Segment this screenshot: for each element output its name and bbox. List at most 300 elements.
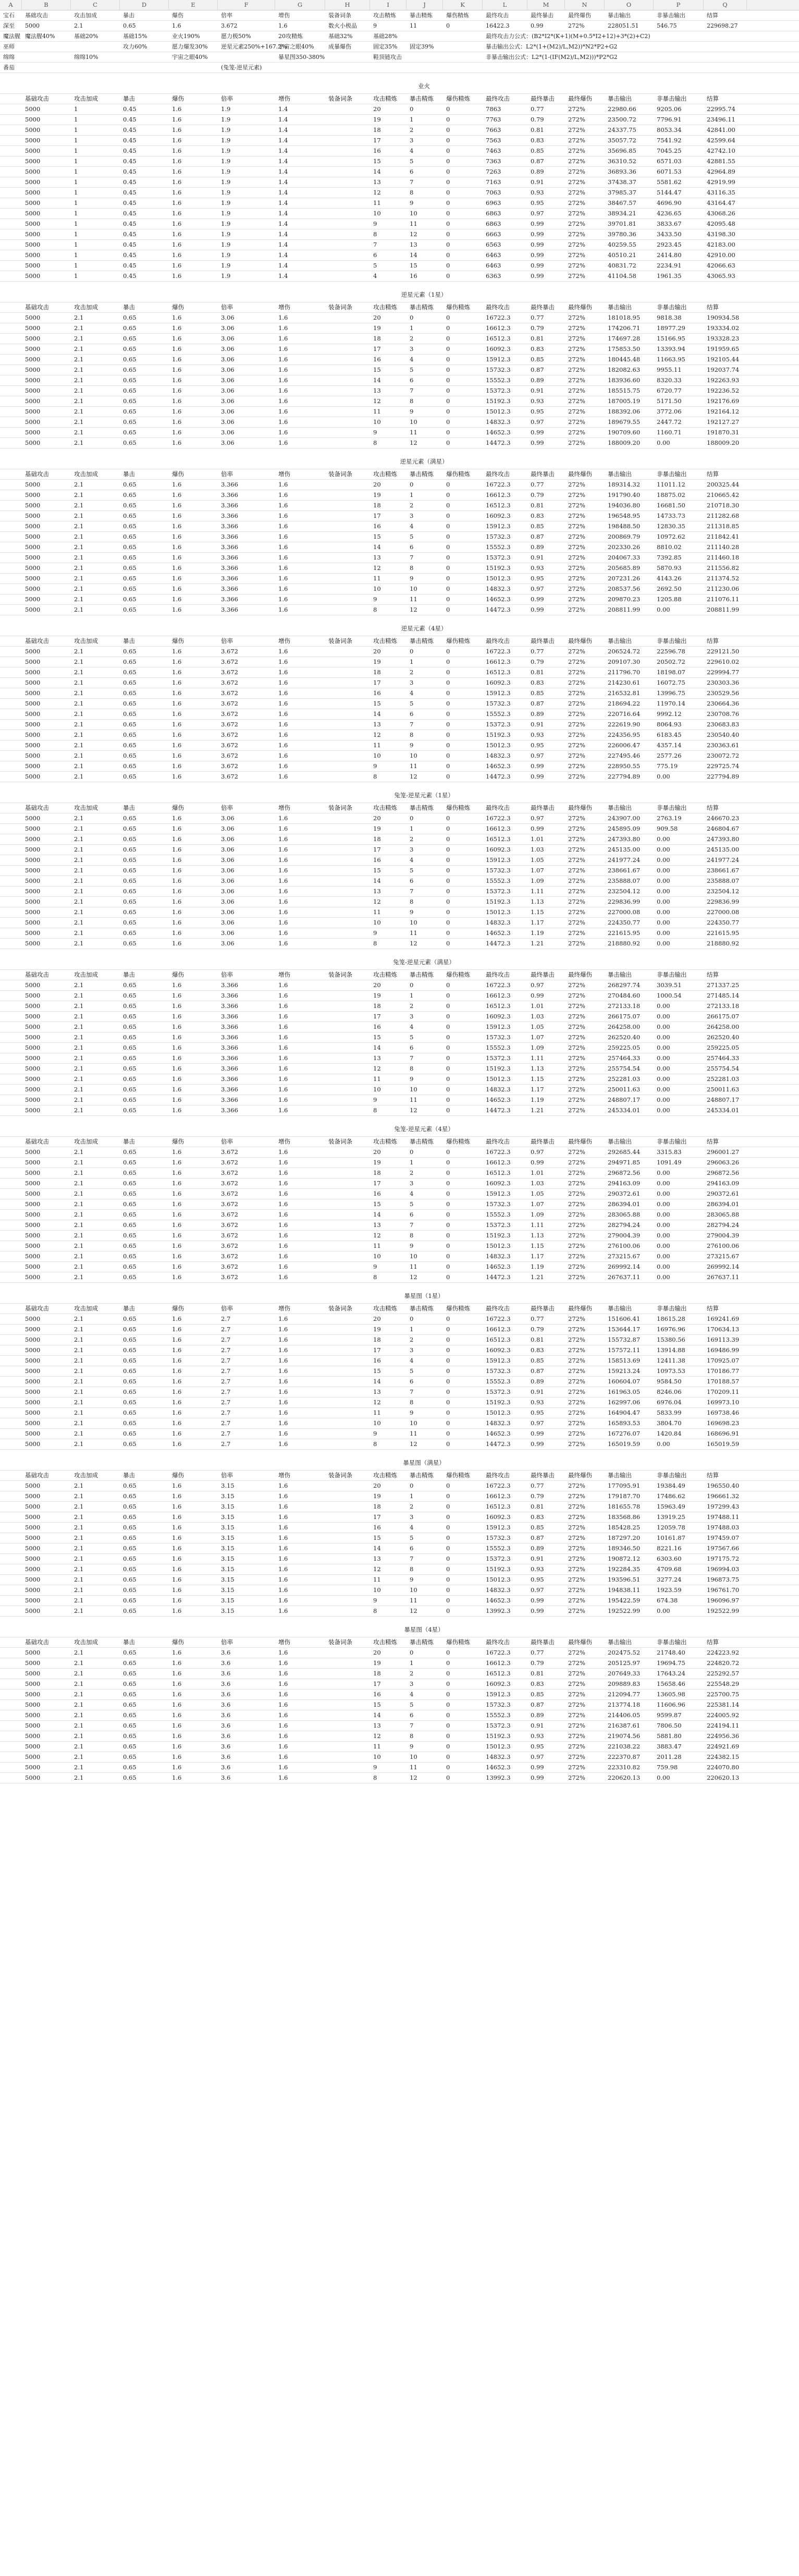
top-cell[interactable] — [120, 63, 169, 72]
table-cell[interactable]: 3.672 — [221, 762, 238, 770]
table-cell[interactable]: 3 — [410, 1180, 414, 1187]
table-cell[interactable]: 2923.45 — [657, 241, 682, 248]
table-cell[interactable]: 0.00 — [657, 439, 670, 446]
table-cell[interactable]: 2.1 — [74, 1346, 84, 1354]
table-header-cell[interactable]: 最终暴击 — [531, 470, 555, 478]
table-cell[interactable]: 0.87 — [531, 157, 544, 165]
table-cell[interactable]: 1.07 — [531, 1034, 544, 1041]
table-cell[interactable]: 14832.3 — [486, 585, 511, 592]
table-cell[interactable]: 0.65 — [123, 1086, 137, 1093]
table-cell[interactable]: 16612.3 — [486, 658, 511, 665]
table-cell[interactable]: 11606.96 — [657, 1701, 685, 1708]
table-cell[interactable]: 272% — [568, 888, 585, 895]
table-cell[interactable]: 1.6 — [278, 1691, 288, 1698]
table-cell[interactable]: 2.1 — [74, 314, 84, 321]
table-cell[interactable]: 15 — [373, 1200, 381, 1208]
table-header-cell[interactable]: 攻击加成 — [74, 1472, 98, 1479]
table-cell[interactable] — [325, 855, 370, 865]
table-cell[interactable]: 3.15 — [221, 1503, 235, 1510]
table-header-cell[interactable]: 暴击精炼 — [410, 470, 434, 478]
table-cell[interactable]: 1.6 — [172, 1002, 182, 1010]
table-cell[interactable]: 15912.3 — [486, 523, 511, 530]
table-cell[interactable]: 0 — [446, 742, 450, 749]
top-cell[interactable]: 272% — [568, 22, 585, 29]
table-cell[interactable]: 1.11 — [531, 1054, 544, 1062]
row-spacer-cell[interactable] — [0, 1356, 22, 1366]
row-spacer-cell[interactable] — [0, 1710, 22, 1720]
table-cell[interactable]: 1.6 — [278, 773, 288, 780]
table-cell[interactable]: 15732.3 — [486, 1701, 511, 1708]
table-cell[interactable]: 232504.12 — [707, 888, 740, 895]
table-cell[interactable]: 1.6 — [278, 533, 288, 540]
row-spacer-cell[interactable] — [0, 897, 22, 907]
table-cell[interactable]: 0.97 — [531, 1419, 544, 1427]
table-cell[interactable]: 0.91 — [531, 721, 544, 728]
table-cell[interactable]: 0.00 — [657, 867, 670, 874]
table-cell[interactable]: 0.65 — [123, 940, 137, 947]
table-cell[interactable]: 1.6 — [172, 700, 182, 707]
table-cell[interactable]: 7392.85 — [657, 554, 682, 561]
table-cell[interactable]: 0 — [446, 1367, 450, 1375]
table-cell[interactable]: 188392.06 — [608, 408, 641, 415]
table-cell[interactable]: 0.65 — [123, 846, 137, 853]
table-cell[interactable]: 272% — [568, 1430, 585, 1437]
table-cell[interactable] — [325, 1241, 370, 1251]
table-cell[interactable]: 21748.40 — [657, 1649, 685, 1656]
table-header-cell[interactable]: 最终攻击 — [486, 1305, 510, 1312]
table-cell[interactable]: 22596.78 — [657, 648, 685, 655]
table-cell[interactable]: 3 — [410, 1513, 414, 1521]
table-cell[interactable]: 12830.35 — [657, 523, 685, 530]
table-cell[interactable]: 0.79 — [531, 1492, 544, 1500]
table-cell[interactable]: 7063 — [486, 189, 501, 196]
table-cell[interactable]: 1.6 — [172, 648, 182, 655]
table-cell[interactable]: 43065.93 — [707, 272, 735, 280]
table-cell[interactable]: 1.6 — [172, 397, 182, 405]
table-cell[interactable]: 0.00 — [657, 1023, 670, 1030]
table-header-cell[interactable]: 倍率 — [221, 303, 233, 311]
table-cell[interactable]: 19 — [373, 992, 381, 999]
table-cell[interactable]: 2.1 — [74, 1159, 84, 1166]
table-cell[interactable]: 2.1 — [74, 700, 84, 707]
table-cell[interactable]: 5000 — [25, 1545, 41, 1552]
top-cell[interactable]: 逆星元素250%+167.2% — [221, 43, 287, 50]
table-cell[interactable]: 222619.90 — [608, 721, 641, 728]
table-cell[interactable]: 224194.11 — [707, 1722, 740, 1729]
table-cell[interactable]: 272% — [568, 752, 585, 759]
table-cell[interactable]: 272% — [568, 648, 585, 655]
table-cell[interactable]: 3 — [410, 846, 414, 853]
table-cell[interactable]: 272% — [568, 168, 585, 175]
table-cell[interactable]: 294163.09 — [608, 1180, 641, 1187]
table-cell[interactable]: 3.672 — [221, 742, 238, 749]
table-cell[interactable]: 0.91 — [531, 554, 544, 561]
table-cell[interactable]: 36893.36 — [608, 168, 636, 175]
table-cell[interactable]: 1.6 — [172, 1107, 182, 1114]
table-cell[interactable]: 0 — [446, 1545, 450, 1552]
table-cell[interactable]: 243907.00 — [608, 815, 641, 822]
table-cell[interactable]: 3.366 — [221, 1034, 238, 1041]
table-cell[interactable]: 262520.40 — [707, 1034, 740, 1041]
table-cell[interactable]: 1.6 — [172, 1670, 182, 1677]
table-header-cell[interactable]: 倍率 — [221, 470, 233, 478]
top-cell[interactable]: 鞋顶链攻击 — [373, 54, 402, 60]
table-cell[interactable]: 1.6 — [172, 116, 182, 123]
table-header-cell[interactable]: 暴击输出 — [608, 1638, 632, 1646]
table-cell[interactable]: 0.45 — [123, 251, 137, 259]
row-spacer-cell[interactable] — [0, 177, 22, 187]
table-cell[interactable]: 2.1 — [74, 877, 84, 884]
table-cell[interactable]: 3.366 — [221, 1023, 238, 1030]
table-header-cell[interactable]: 最终暴击 — [531, 971, 555, 978]
table-cell[interactable]: 1.6 — [172, 815, 182, 822]
table-cell[interactable]: 1.6 — [278, 439, 288, 446]
table-cell[interactable]: 19 — [373, 491, 381, 499]
row-spacer-cell[interactable] — [0, 1377, 22, 1387]
table-header-cell[interactable]: 最终暴击 — [531, 637, 555, 645]
table-cell[interactable]: 5000 — [25, 1263, 41, 1270]
table-cell[interactable] — [325, 1085, 370, 1095]
table-cell[interactable]: 2.1 — [74, 1774, 84, 1781]
table-cell[interactable]: 1.6 — [172, 1732, 182, 1740]
table-cell[interactable]: 294163.09 — [707, 1180, 740, 1187]
table-cell[interactable]: 209889.83 — [608, 1680, 641, 1687]
table-header-cell[interactable]: 非暴击输出 — [657, 804, 687, 811]
table-cell[interactable]: 20 — [373, 481, 381, 488]
table-cell[interactable]: 196761.70 — [707, 1586, 740, 1594]
table-cell[interactable]: 0.85 — [531, 689, 544, 697]
table-cell[interactable]: 272% — [568, 199, 585, 206]
row-spacer-cell[interactable] — [0, 772, 22, 782]
table-cell[interactable]: 1.6 — [278, 1659, 288, 1667]
table-cell[interactable]: 0.85 — [531, 1524, 544, 1531]
table-cell[interactable]: 17 — [373, 1680, 381, 1687]
table-cell[interactable]: 0.00 — [657, 1440, 670, 1448]
table-cell[interactable]: 2.1 — [74, 345, 84, 353]
table-cell[interactable]: 225381.14 — [707, 1701, 740, 1708]
table-cell[interactable]: 272% — [568, 512, 585, 519]
table-cell[interactable]: 5000 — [25, 1534, 41, 1541]
table-cell[interactable]: 214406.05 — [608, 1711, 641, 1719]
table-cell[interactable]: 165019.59 — [608, 1440, 641, 1448]
table-cell[interactable]: 0 — [410, 105, 414, 113]
table-cell[interactable]: 2.1 — [74, 679, 84, 686]
table-cell[interactable]: 2.1 — [74, 1023, 84, 1030]
table-cell[interactable] — [325, 1220, 370, 1230]
table-cell[interactable]: 11 — [410, 429, 417, 436]
table-cell[interactable]: 12 — [410, 1440, 417, 1448]
table-cell[interactable]: 1.6 — [172, 1419, 182, 1427]
table-cell[interactable]: 0 — [410, 314, 414, 321]
table-cell[interactable]: 2.7 — [221, 1326, 231, 1333]
table-cell[interactable]: 7 — [410, 554, 414, 561]
table-header-cell[interactable]: 增伤 — [278, 1138, 290, 1145]
table-cell[interactable]: 6 — [410, 1211, 414, 1218]
table-cell[interactable]: 0.65 — [123, 1367, 137, 1375]
table-cell[interactable]: 2.1 — [74, 815, 84, 822]
row-spacer-cell[interactable] — [0, 980, 22, 990]
row-spacer-cell[interactable] — [0, 855, 22, 865]
table-header-cell[interactable]: 装备词条 — [328, 303, 352, 311]
table-cell[interactable]: 273215.67 — [707, 1253, 740, 1260]
row-spacer-cell[interactable] — [0, 1189, 22, 1199]
table-cell[interactable]: 3.366 — [221, 1107, 238, 1114]
table-cell[interactable]: 7541.92 — [657, 137, 682, 144]
table-cell[interactable]: 1.6 — [172, 1159, 182, 1166]
top-cell[interactable]: 9 — [373, 22, 377, 29]
table-cell[interactable]: 0 — [446, 1159, 450, 1166]
table-cell[interactable]: 3.15 — [221, 1607, 235, 1614]
table-cell[interactable]: 0.65 — [123, 1096, 137, 1103]
table-cell[interactable]: 0.65 — [123, 1503, 137, 1510]
table-cell[interactable]: 1.6 — [278, 1743, 288, 1750]
table-cell[interactable]: 8221.16 — [657, 1545, 682, 1552]
table-cell[interactable]: 1.6 — [278, 981, 288, 989]
table-cell[interactable]: 1 — [74, 105, 78, 113]
table-cell[interactable]: 15912.3 — [486, 856, 511, 864]
table-cell[interactable]: 7163 — [486, 178, 501, 186]
table-cell[interactable] — [325, 1178, 370, 1188]
table-cell[interactable]: 1.6 — [278, 1169, 288, 1176]
table-cell[interactable]: 43164.47 — [707, 199, 735, 206]
table-cell[interactable]: 2.1 — [74, 523, 84, 530]
table-cell[interactable]: 0.45 — [123, 189, 137, 196]
table-cell[interactable]: 20 — [373, 1649, 381, 1656]
table-cell[interactable]: 0 — [446, 324, 450, 332]
column-letter-d[interactable]: D — [120, 0, 169, 10]
table-cell[interactable]: 1.6 — [172, 1649, 182, 1656]
top-cell[interactable] — [704, 52, 747, 62]
table-cell[interactable]: 5000 — [25, 731, 41, 738]
table-cell[interactable]: 16722.3 — [486, 1649, 511, 1656]
top-cell[interactable]: 成暴爆伤 — [328, 43, 351, 50]
top-cell[interactable] — [483, 63, 527, 72]
top-cell[interactable] — [565, 63, 605, 72]
table-cell[interactable]: 6 — [373, 251, 377, 259]
table-cell[interactable]: 9992.12 — [657, 710, 682, 718]
table-cell[interactable]: 0.87 — [531, 1701, 544, 1708]
table-cell[interactable]: 16092.3 — [486, 679, 511, 686]
table-cell[interactable]: 232504.12 — [608, 888, 641, 895]
table-cell[interactable]: 0 — [446, 199, 450, 206]
table-cell[interactable]: 18 — [373, 126, 381, 133]
table-cell[interactable]: 19 — [373, 1492, 381, 1500]
table-cell[interactable]: 1.4 — [278, 105, 288, 113]
table-cell[interactable] — [325, 355, 370, 364]
table-cell[interactable]: 229121.50 — [707, 648, 740, 655]
table-cell[interactable]: 1.6 — [172, 543, 182, 551]
table-header-cell[interactable]: 最终爆伤 — [568, 1638, 592, 1646]
table-cell[interactable]: 1.6 — [278, 658, 288, 665]
table-cell[interactable]: 0.65 — [123, 1357, 137, 1364]
table-cell[interactable]: 2.1 — [74, 929, 84, 937]
table-cell[interactable]: 1.6 — [172, 199, 182, 206]
top-cell[interactable]: 攻击加成 — [74, 12, 97, 19]
table-cell[interactable]: 2.1 — [74, 721, 84, 728]
table-cell[interactable]: 2.1 — [74, 1680, 84, 1687]
table-cell[interactable]: 1923.59 — [657, 1586, 682, 1594]
table-cell[interactable]: 0.89 — [531, 168, 544, 175]
table-cell[interactable]: 1.6 — [278, 648, 288, 655]
table-cell[interactable]: 0.45 — [123, 105, 137, 113]
row-spacer-cell[interactable] — [0, 1554, 22, 1564]
table-cell[interactable]: 272% — [568, 981, 585, 989]
table-cell[interactable]: 183936.60 — [608, 376, 641, 384]
table-cell[interactable]: 252281.03 — [707, 1075, 740, 1083]
table-header-cell[interactable]: 装备词条 — [328, 1138, 352, 1145]
table-cell[interactable] — [325, 1742, 370, 1752]
table-cell[interactable]: 22980.66 — [608, 105, 636, 113]
table-cell[interactable]: 42066.63 — [707, 262, 735, 269]
table-cell[interactable]: 14 — [373, 1211, 381, 1218]
table-cell[interactable]: 3.672 — [221, 1159, 238, 1166]
table-cell[interactable]: 272% — [568, 721, 585, 728]
row-spacer-cell[interactable] — [0, 313, 22, 323]
table-cell[interactable]: 202475.52 — [608, 1649, 641, 1656]
row-spacer-cell[interactable] — [0, 1669, 22, 1679]
table-cell[interactable]: 1.6 — [278, 606, 288, 613]
table-cell[interactable]: 1.05 — [531, 856, 544, 864]
table-cell[interactable]: 5000 — [25, 689, 41, 697]
table-cell[interactable]: 0.93 — [531, 731, 544, 738]
table-cell[interactable]: 2.1 — [74, 491, 84, 499]
table-cell[interactable]: 0.91 — [531, 387, 544, 394]
table-cell[interactable]: 0.00 — [657, 1232, 670, 1239]
table-cell[interactable]: 7363 — [486, 157, 501, 165]
table-cell[interactable]: 167276.07 — [608, 1430, 641, 1437]
table-cell[interactable]: 16092.3 — [486, 1346, 511, 1354]
table-cell[interactable]: 0.00 — [657, 1034, 670, 1041]
table-cell[interactable]: 17 — [373, 512, 381, 519]
table-cell[interactable]: 5171.50 — [657, 397, 682, 405]
table-cell[interactable]: 5000 — [25, 1086, 41, 1093]
table-header-cell[interactable]: 装备词条 — [328, 637, 352, 645]
table-cell[interactable]: 192522.99 — [707, 1607, 740, 1614]
table-cell[interactable]: 0.00 — [657, 846, 670, 853]
table-cell[interactable]: 14652.3 — [486, 1096, 511, 1103]
row-spacer-cell[interactable] — [0, 407, 22, 417]
table-cell[interactable]: 1.6 — [278, 345, 288, 353]
table-cell[interactable]: 15192.3 — [486, 564, 511, 572]
top-cell[interactable]: 固定35% — [373, 43, 398, 50]
table-header-cell[interactable]: 暴击输出 — [608, 1138, 632, 1145]
table-cell[interactable]: 5000 — [25, 773, 41, 780]
table-header-cell[interactable]: 爆伤精炼 — [446, 1472, 470, 1479]
table-cell[interactable]: 1.4 — [278, 147, 288, 154]
table-cell[interactable]: 19 — [373, 1159, 381, 1166]
table-header-cell[interactable]: 最终爆伤 — [568, 95, 592, 102]
table-cell[interactable]: 18 — [373, 502, 381, 509]
table-cell[interactable]: 0.99 — [531, 262, 544, 269]
table-cell[interactable]: 1.6 — [172, 210, 182, 217]
table-cell[interactable]: 1.6 — [172, 220, 182, 227]
table-cell[interactable]: 15912.3 — [486, 689, 511, 697]
table-cell[interactable]: 1.6 — [172, 1711, 182, 1719]
table-cell[interactable]: 192236.52 — [707, 387, 740, 394]
table-cell[interactable]: 2.1 — [74, 825, 84, 832]
table-cell[interactable]: 5000 — [25, 533, 41, 540]
table-cell[interactable]: 37985.37 — [608, 189, 636, 196]
table-cell[interactable]: 0.45 — [123, 168, 137, 175]
table-cell[interactable]: 14 — [373, 168, 381, 175]
top-cell[interactable]: 暴击输出 — [608, 12, 631, 19]
table-cell[interactable]: 272% — [568, 1336, 585, 1343]
table-cell[interactable]: 1 — [74, 116, 78, 123]
table-cell[interactable]: 0 — [446, 1524, 450, 1531]
table-cell[interactable]: 0.00 — [657, 1253, 670, 1260]
table-header-cell[interactable]: 暴击 — [123, 804, 135, 811]
table-cell[interactable]: 0.00 — [657, 835, 670, 843]
table-cell[interactable]: 1.6 — [278, 1148, 288, 1156]
table-cell[interactable]: 0.95 — [531, 742, 544, 749]
table-cell[interactable]: 2.1 — [74, 1399, 84, 1406]
table-cell[interactable]: 0 — [446, 251, 450, 259]
table-cell[interactable]: 1 — [410, 1659, 414, 1667]
table-cell[interactable]: 15732.3 — [486, 533, 511, 540]
table-cell[interactable]: 5000 — [25, 1388, 41, 1395]
table-cell[interactable]: 5000 — [25, 1169, 41, 1176]
table-header-cell[interactable]: 暴击精炼 — [410, 1638, 434, 1646]
table-cell[interactable]: 11 — [410, 220, 417, 227]
table-cell[interactable]: 1.4 — [278, 262, 288, 269]
table-cell[interactable]: 0.65 — [123, 1388, 137, 1395]
table-cell[interactable] — [325, 344, 370, 354]
table-cell[interactable]: 15192.3 — [486, 898, 511, 905]
table-cell[interactable]: 2.1 — [74, 1044, 84, 1051]
table-cell[interactable]: 2.1 — [74, 1586, 84, 1594]
table-header-cell[interactable]: 最终爆伤 — [568, 971, 592, 978]
table-cell[interactable]: 2.1 — [74, 1691, 84, 1698]
row-spacer-cell[interactable] — [0, 1690, 22, 1699]
table-cell[interactable]: 3.06 — [221, 397, 235, 405]
table-cell[interactable]: 2 — [410, 126, 414, 133]
table-cell[interactable]: 2.1 — [74, 1034, 84, 1041]
table-cell[interactable]: 5833.99 — [657, 1409, 682, 1416]
table-cell[interactable]: 5000 — [25, 1419, 41, 1427]
table-cell[interactable]: 0.89 — [531, 543, 544, 551]
table-cell[interactable]: 6 — [410, 168, 414, 175]
table-cell[interactable]: 1.6 — [278, 762, 288, 770]
table-cell[interactable]: 3.15 — [221, 1576, 235, 1583]
table-cell[interactable]: 209107.30 — [608, 658, 641, 665]
table-cell[interactable]: 5000 — [25, 1023, 41, 1030]
table-header-cell[interactable]: 暴击 — [123, 1472, 135, 1479]
table-cell[interactable]: 3277.24 — [657, 1576, 682, 1583]
table-cell[interactable]: 2.1 — [74, 1513, 84, 1521]
table-cell[interactable]: 272% — [568, 116, 585, 123]
table-cell[interactable]: 1.6 — [172, 773, 182, 780]
table-cell[interactable]: 5000 — [25, 648, 41, 655]
table-cell[interactable]: 5000 — [25, 543, 41, 551]
table-cell[interactable]: 211842.41 — [707, 533, 740, 540]
table-cell[interactable]: 189314.32 — [608, 481, 641, 488]
top-cell[interactable] — [654, 63, 704, 72]
table-cell[interactable]: 4 — [410, 1524, 414, 1531]
table-cell[interactable]: 238661.67 — [707, 867, 740, 874]
table-cell[interactable]: 0.83 — [531, 512, 544, 519]
table-cell[interactable]: 2692.50 — [657, 585, 682, 592]
row-spacer-cell[interactable] — [0, 939, 22, 949]
table-cell[interactable]: 268297.74 — [608, 981, 641, 989]
table-cell[interactable]: 196550.40 — [707, 1482, 740, 1489]
table-cell[interactable]: 1.6 — [172, 168, 182, 175]
table-cell[interactable]: 1.6 — [172, 929, 182, 937]
table-cell[interactable]: 230708.76 — [707, 710, 740, 718]
table-header-cell[interactable]: 暴击输出 — [608, 971, 632, 978]
row-spacer-cell[interactable] — [0, 1773, 22, 1783]
table-cell[interactable]: 7 — [410, 1722, 414, 1729]
table-cell[interactable]: 0.97 — [531, 418, 544, 426]
